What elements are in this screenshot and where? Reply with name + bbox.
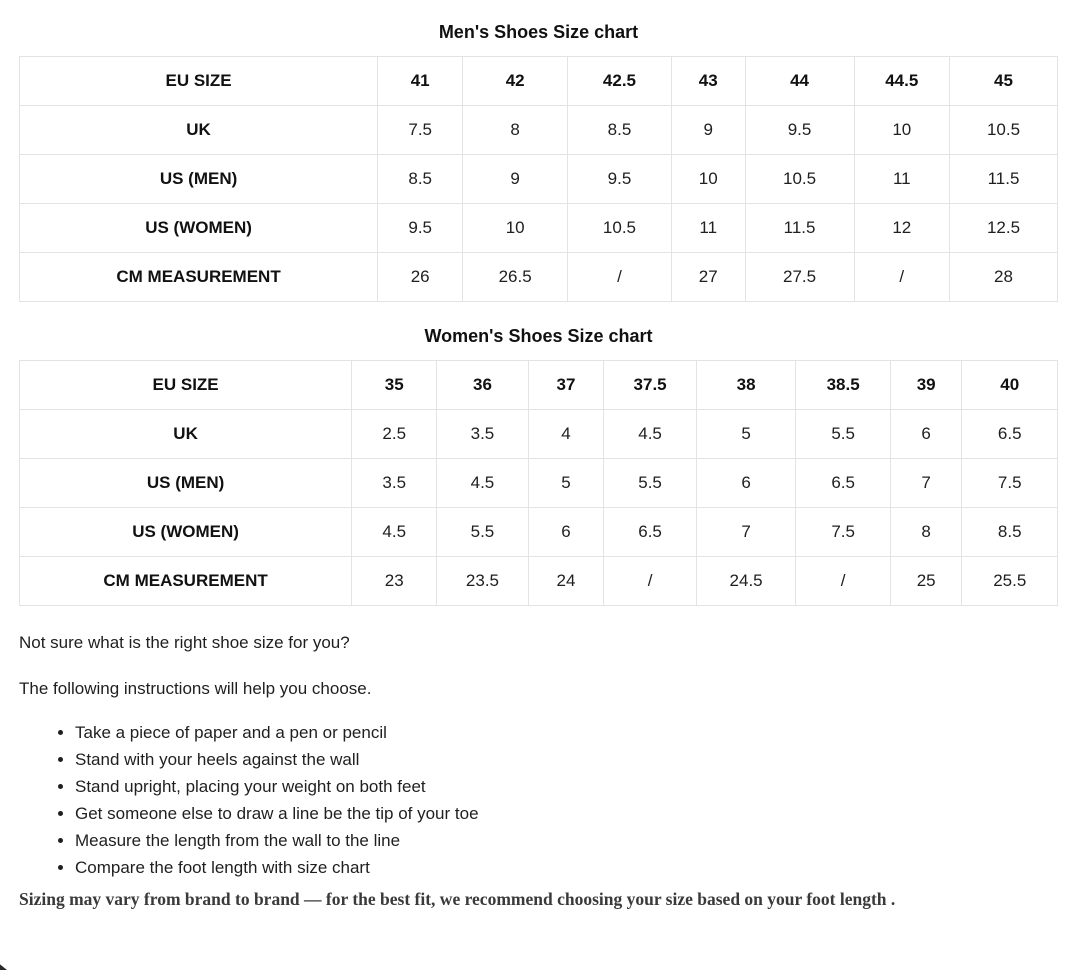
size-header-cell: 42	[463, 57, 568, 106]
measuring-instructions-list	[19, 719, 1058, 881]
size-cell: 5.5	[437, 508, 528, 557]
size-header-cell: 41	[378, 57, 463, 106]
size-header-cell: 37	[528, 361, 604, 410]
size-cell: 24	[528, 557, 604, 606]
row-label: US (WOMEN)	[20, 508, 352, 557]
size-cell: 9	[463, 155, 568, 204]
size-header-cell: 43	[671, 57, 745, 106]
size-cell: 8	[463, 106, 568, 155]
size-cell: 7.5	[962, 459, 1058, 508]
size-cell: 25	[890, 557, 962, 606]
table-row	[20, 106, 1058, 155]
size-cell: 3.5	[437, 410, 528, 459]
size-cell: 10	[854, 106, 949, 155]
instructions-lead-text: The following instructions will help you choose.	[19, 679, 372, 698]
size-cell: 5	[528, 459, 604, 508]
instruction-item: • Measure the length from the wall to the line	[75, 827, 1058, 854]
table-row	[20, 155, 1058, 204]
size-cell: 4	[528, 410, 604, 459]
size-cell: 27.5	[745, 253, 854, 302]
womens-size-table	[19, 360, 1058, 606]
size-cell: /	[568, 253, 672, 302]
size-cell: 4.5	[352, 508, 437, 557]
size-cell: 10.5	[950, 106, 1058, 155]
row-label: US (WOMEN)	[20, 204, 378, 253]
sizing-disclaimer-text: Sizing may vary from brand to brand — for the best fit, we recommend choosing your size based on your foot length .	[19, 889, 896, 909]
size-cell: 3.5	[352, 459, 437, 508]
size-cell: 6	[890, 410, 962, 459]
size-cell: 9.5	[568, 155, 672, 204]
size-cell: 12	[854, 204, 949, 253]
mens-table-title: Men's Shoes Size chart	[438, 22, 639, 42]
size-cell: /	[854, 253, 949, 302]
size-cell: 7	[696, 508, 796, 557]
size-cell: 23	[352, 557, 437, 606]
size-cell: 8.5	[962, 508, 1058, 557]
size-cell: /	[604, 557, 696, 606]
size-header-cell: 37.5	[604, 361, 696, 410]
size-cell: 11.5	[745, 204, 854, 253]
size-cell: 28	[950, 253, 1058, 302]
instruction-item: • Take a piece of paper and a pen or pencil	[75, 719, 1058, 746]
table-row	[20, 508, 1058, 557]
size-cell: 11.5	[950, 155, 1058, 204]
size-cell: 27	[671, 253, 745, 302]
size-header-cell: 39	[890, 361, 962, 410]
row-label: CM MEASUREMENT	[20, 557, 352, 606]
size-cell: 10	[463, 204, 568, 253]
size-cell: 23.5	[437, 557, 528, 606]
size-cell: 9	[671, 106, 745, 155]
size-cell: 10.5	[568, 204, 672, 253]
instruction-item: • Stand upright, placing your weight on both feet	[75, 773, 1058, 800]
row-label: UK	[20, 410, 352, 459]
row-label: EU SIZE	[20, 57, 378, 106]
table-row	[20, 57, 1058, 106]
mens-size-table	[19, 56, 1058, 302]
row-label: EU SIZE	[20, 361, 352, 410]
table-row	[20, 361, 1058, 410]
womens-table-title: Women's Shoes Size chart	[424, 326, 653, 346]
size-cell: 5.5	[796, 410, 890, 459]
size-header-cell: 44	[745, 57, 854, 106]
size-cell: 9.5	[378, 204, 463, 253]
table-row	[20, 459, 1058, 508]
size-header-cell: 45	[950, 57, 1058, 106]
size-cell: 4.5	[604, 410, 696, 459]
size-cell: 5	[696, 410, 796, 459]
size-cell: 26	[378, 253, 463, 302]
instruction-item: • Stand with your heels against the wall	[75, 746, 1058, 773]
size-header-cell: 44.5	[854, 57, 949, 106]
size-header-cell: 38	[696, 361, 796, 410]
size-cell: 26.5	[463, 253, 568, 302]
table-row	[20, 204, 1058, 253]
size-chart-page	[0, 22, 1077, 909]
size-cell: 2.5	[352, 410, 437, 459]
instruction-item: • Get someone else to draw a line be the tip of your toe	[75, 800, 1058, 827]
size-header-cell: 36	[437, 361, 528, 410]
size-cell: 7	[890, 459, 962, 508]
row-label: US (MEN)	[20, 459, 352, 508]
table-row	[20, 410, 1058, 459]
size-cell: 10	[671, 155, 745, 204]
row-label: UK	[20, 106, 378, 155]
size-cell: 8.5	[568, 106, 672, 155]
size-cell: 5.5	[604, 459, 696, 508]
size-cell: 12.5	[950, 204, 1058, 253]
size-cell: 7.5	[796, 508, 890, 557]
size-cell: 6	[528, 508, 604, 557]
size-cell: 6.5	[796, 459, 890, 508]
size-header-cell: 42.5	[568, 57, 672, 106]
row-label: CM MEASUREMENT	[20, 253, 378, 302]
size-cell: 11	[854, 155, 949, 204]
size-header-cell: 35	[352, 361, 437, 410]
size-cell: /	[796, 557, 890, 606]
row-label: US (MEN)	[20, 155, 378, 204]
size-cell: 11	[671, 204, 745, 253]
size-cell: 6.5	[604, 508, 696, 557]
table-row	[20, 253, 1058, 302]
size-cell: 8	[890, 508, 962, 557]
size-header-cell: 38.5	[796, 361, 890, 410]
instruction-item: • Compare the foot length with size chart	[75, 854, 1058, 881]
size-cell: 6.5	[962, 410, 1058, 459]
sizing-question-text: Not sure what is the right shoe size for you?	[19, 633, 350, 652]
table-row	[20, 557, 1058, 606]
size-cell: 10.5	[745, 155, 854, 204]
size-cell: 6	[696, 459, 796, 508]
size-cell: 25.5	[962, 557, 1058, 606]
size-cell: 8.5	[378, 155, 463, 204]
size-cell: 7.5	[378, 106, 463, 155]
cropped-glyph-artifact	[0, 963, 7, 970]
size-cell: 9.5	[745, 106, 854, 155]
size-cell: 4.5	[437, 459, 528, 508]
size-header-cell: 40	[962, 361, 1058, 410]
size-cell: 24.5	[696, 557, 796, 606]
